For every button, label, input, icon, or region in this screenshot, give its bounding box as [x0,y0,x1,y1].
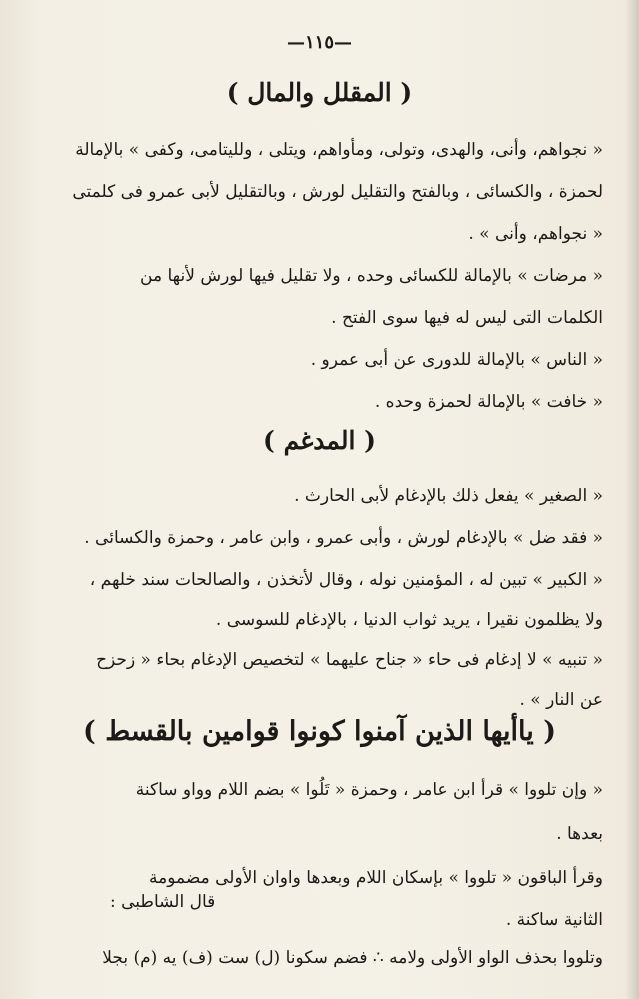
paragraph-line: « الكبير » تبين له ، المؤمنين نوله ، وقال لأتخذن ، والصالحات سند خلهم ، [89,570,603,590]
paragraph-line: « خافت » بالإمالة لحمزة وحده . [374,392,603,412]
citation-note: قال الشاطبى : [110,892,216,912]
section-heading-verse: ( ياأيها الذين آمنوا كونوا قوامين بالقسط ) [83,716,556,747]
paragraph-line: لحمزة ، والكسائى ، وبالفتح والتقليل لورش ، وبالتقليل لأبى عمرو فى كلمتى [72,182,603,202]
paragraph-line: « نجواهم، وأنى » . [468,224,603,244]
paragraph-line: « مرضات » بالإمالة للكسائى وحده ، ولا تقليل فيها لورش لأنها من [140,266,603,286]
paragraph-line: الكلمات التى ليس له فيها سوى الفتح . [331,308,603,328]
paragraph-line: « الناس » بالإمالة للدورى عن أبى عمرو . [310,350,603,370]
paragraph-line: عن النار » . [519,690,603,710]
paragraph-line: وتلووا بحذف الواو الأولى ولامه ∴ فضم سكونا (ل) ست (ف) يه (م) بجلا [102,948,603,968]
paragraph-line: « نجواهم، وأنى، والهدى، وتولى، ومأواهم، ويتلى ، ولليتامى، وكفى » بالإمالة [75,140,603,160]
paragraph-line: وقرأ الباقون « تلووا » بإسكان اللام وبعدها واوان الأولى مضمومة [149,868,603,888]
section-heading-mudgham: ( المدغم ) [263,426,376,455]
paragraph-line: الثانية ساكنة . [505,910,603,930]
paragraph-line: بعدها . [556,824,603,844]
paragraph-line: « فقد ضل » بالإدغام لورش ، وأبى عمرو ، وابن عامر ، وحمزة والكسائى . [84,528,603,548]
paragraph-line: ولا يظلمون نقيرا ، يريد ثواب الدنيا ، بالإدغام للسوسى . [215,610,603,630]
paragraph-line: « وإن تلووا » قرأ ابن عامر ، وحمزة « تَلُوا » بضم اللام وواو ساكنة [135,780,603,800]
paragraph-line: « الصغير » يفعل ذلك بالإدغام لأبى الحارث . [294,486,603,506]
paragraph-line: « تنبيه » لا إدغام فى حاء « جناح عليهما » لتخصيص الإدغام بحاء « زحزح [96,650,603,670]
page-number: —١١٥— [286,32,352,53]
page-fold-shadow [625,0,639,999]
section-heading-muqallal: ( المقلل والمال ) [226,78,413,107]
